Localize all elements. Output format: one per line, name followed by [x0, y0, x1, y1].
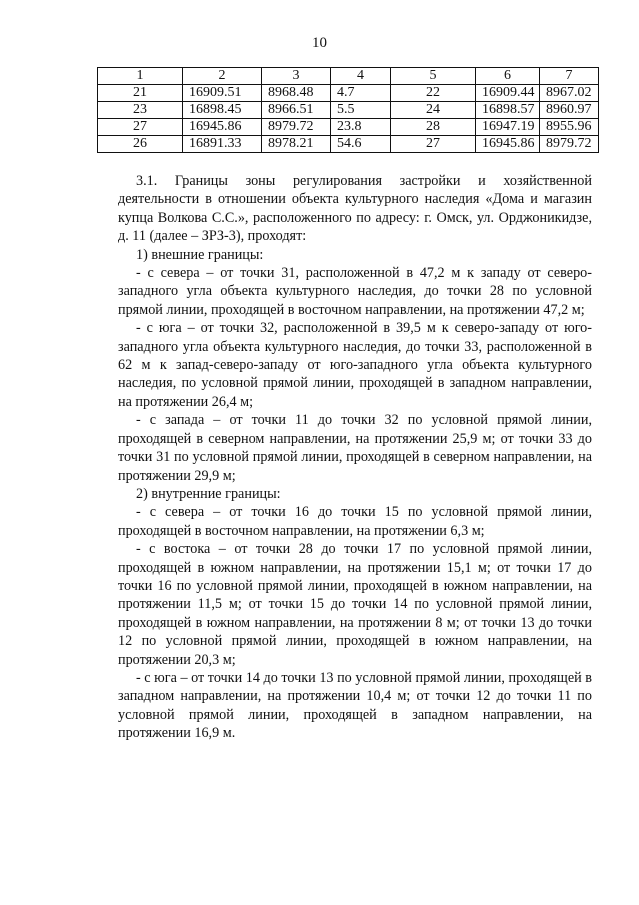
- table-cell: 8955.96: [540, 119, 599, 136]
- document-body: [118, 172, 592, 743]
- table-cell: 8979.72: [262, 119, 331, 136]
- subsection-heading-external: 1) внешние границы:: [136, 246, 264, 263]
- table-cell: 16909.44: [476, 85, 540, 102]
- table-header-cell: 3: [262, 68, 331, 85]
- paragraph-internal-east: - с востока – от точки 28 до точки 17 по условной прямой линии, проходящей в южном направлении, на протяжении 15,1 м; от точки 17 до точки 16 по условной прямой линии, проходящей в южном направлении, на протяжении 11,5 м; от точки 15 до точки 14 по условной прямой линии, проходящей в южном направлении, на протяжении 8 м; от точки 13 до точки 12 по условной прямой линии, проходящей в южном направлении, на протяжении 20,3 м;: [118, 541, 592, 668]
- table-cell: 27: [391, 136, 476, 153]
- paragraph-internal-north: - с севера – от точки 16 до точки 15 по условной прямой линии, проходящей в восточном направлении, на протяжении 6,3 м;: [118, 504, 592, 539]
- table-cell: 16945.86: [476, 136, 540, 153]
- table-cell: 8966.51: [262, 102, 331, 119]
- table-header-cell: 5: [391, 68, 476, 85]
- table-cell: 54.6: [331, 136, 391, 153]
- paragraph-north: - с севера – от точки 31, расположенной в 47,2 м к западу от северо-западного угла объекта культурного наследия, до точки 28 по условной прямой линии, проходящей в восточном направлении, на протяжении 47,2 м;: [118, 265, 592, 318]
- table-cell: 16947.19: [476, 119, 540, 136]
- subsection-heading-internal: 2) внутренние границы:: [136, 485, 281, 502]
- paragraph-west: - с запада – от точки 11 до точки 32 по условной прямой линии, проходящей в северном направлении, на протяжении 25,9 м; от точки 33 до точки 31 по условной прямой линии, проходящей в северном направлении, на протяжении 29,9 м;: [118, 412, 592, 484]
- table-row: [98, 136, 599, 153]
- table-cell: 22: [391, 85, 476, 102]
- table-cell: 27: [98, 119, 183, 136]
- table-cell: 24: [391, 102, 476, 119]
- table-cell: 4.7: [331, 85, 391, 102]
- table-cell: 8960.97: [540, 102, 599, 119]
- table-cell: 5.5: [331, 102, 391, 119]
- table-row: [98, 102, 599, 119]
- table-row: [98, 119, 599, 136]
- paragraph-south: - с юга – от точки 32, расположенной в 39,5 м к северо-западу от юго-западного угла объекта культурного наследия, до точки 33, расположенной в 62 м к запад-северо-западу от юго-западного угла объекта культурного наследия, по условной прямой линии, проходящей в западном направлении, на протяжении 26,4 м;: [118, 320, 592, 410]
- table-header-cell: 7: [540, 68, 599, 85]
- paragraph-internal-south: - с юга – от точки 14 до точки 13 по условной прямой линии, проходящей в западном направлении, на протяжении 10,4 м; от точки 12 до точки 11 по условной прямой линии, проходящей в западном направлении, на протяжении 16,9 м.: [118, 669, 592, 742]
- table-cell: 8978.21: [262, 136, 331, 153]
- table-cell: 26: [98, 136, 183, 153]
- table-header-row: [98, 68, 599, 85]
- table-row: [98, 85, 599, 102]
- page-number: 10: [312, 35, 327, 51]
- table-header-cell: 1: [98, 68, 183, 85]
- coordinates-table: [97, 67, 599, 153]
- table-header-cell: 2: [183, 68, 262, 85]
- table-header-cell: 6: [476, 68, 540, 85]
- table-cell: 23.8: [331, 119, 391, 136]
- table-header-cell: 4: [331, 68, 391, 85]
- section-paragraph: 3.1. Границы зоны регулирования застройки и хозяйственной деятельности в отношении объекта культурного наследия «Дома и магазин купца Волкова С.С.», расположенного по адресу: г. Омск, ул. Орджоникидзе, д. 11 (далее – ЗРЗ-3), проходят:: [118, 173, 592, 245]
- table-cell: 16891.33: [183, 136, 262, 153]
- table-cell: 16898.57: [476, 102, 540, 119]
- table-cell: 8979.72: [540, 136, 599, 153]
- table-cell: 16898.45: [183, 102, 262, 119]
- table-cell: 23: [98, 102, 183, 119]
- table-cell: 8967.02: [540, 85, 599, 102]
- table-cell: 28: [391, 119, 476, 136]
- table-cell: 8968.48: [262, 85, 331, 102]
- table-cell: 16945.86: [183, 119, 262, 136]
- table-cell: 21: [98, 85, 183, 102]
- table-cell: 16909.51: [183, 85, 262, 102]
